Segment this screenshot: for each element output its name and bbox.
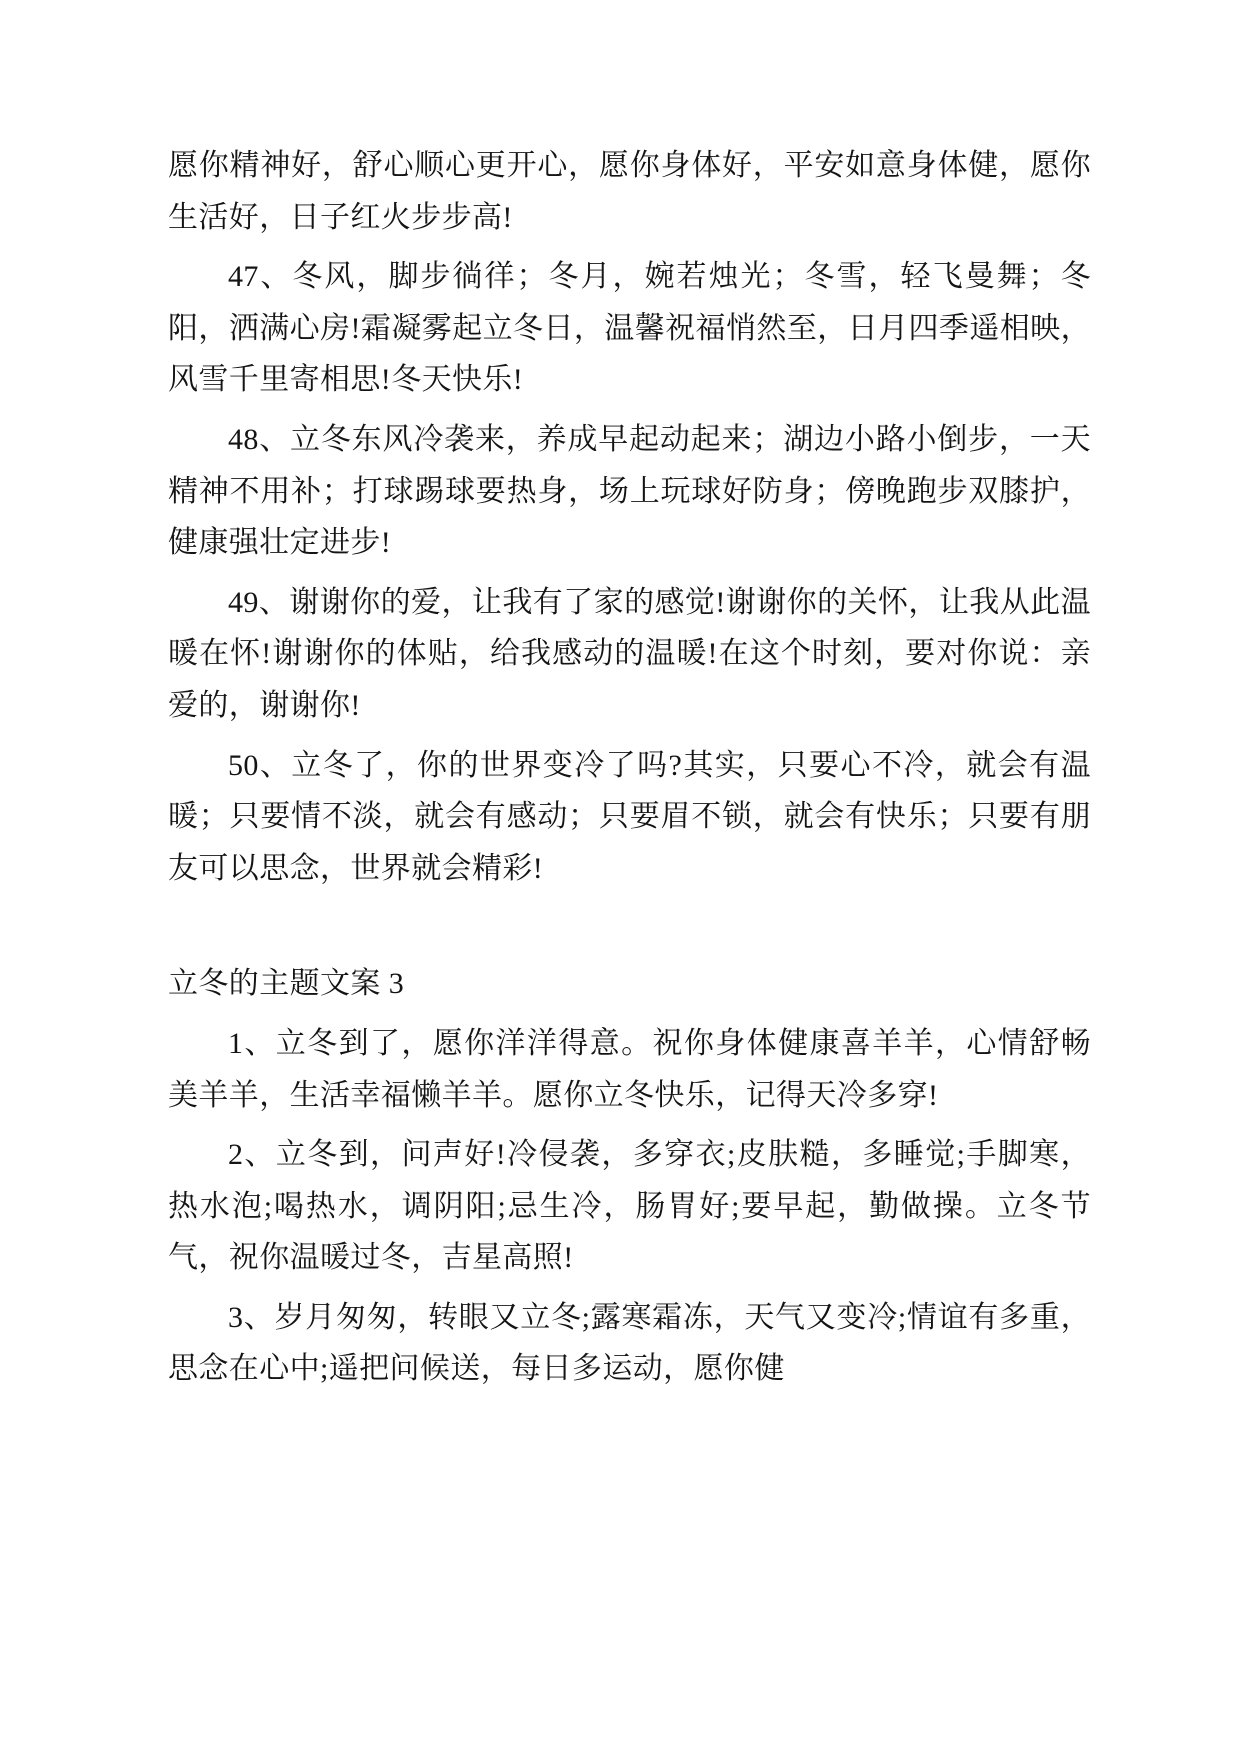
paragraph-continuation: 愿你精神好，舒心顺心更开心，愿你身体好，平安如意身体健，愿你生活好，日子红火步步高! xyxy=(168,149,1091,234)
paragraph-item-49: 49、谢谢你的爱，让我有了家的感觉!谢谢你的关怀，让我从此温暖在怀!谢谢你的体贴，给我感动的温暖!在这个时刻，要对你说：亲爱的，谢谢你! xyxy=(168,585,1091,722)
paragraph-item-48: 48、立冬东风冷袭来，养成早起动起来；湖边小路小倒步，一天精神不用补；打球踢球要热身，场上玩球好防身；傍晚跑步双膝护，健康强壮定进步! xyxy=(168,422,1091,560)
section-heading: 立冬的主题文案 3 xyxy=(168,967,405,1001)
paragraph-item-1: 1、立冬到了，愿你洋洋得意。祝你身体健康喜羊羊，心情舒畅美羊羊，生活幸福懒羊羊。愿你立冬快乐，记得天冷多穿! xyxy=(168,1026,1091,1112)
document-body xyxy=(168,140,1091,1395)
paragraph-item-50: 50、立冬了，你的世界变冷了吗?其实，只要心不冷，就会有温暖；只要情不淡，就会有感动；只要眉不锁，就会有快乐；只要有朋友可以思念，世界就会精彩! xyxy=(168,748,1091,885)
paragraph-item-3: 3、岁月匆匆，转眼又立冬;露寒霜冻，天气又变冷;情谊有多重，思念在心中;遥把问候送，每日多运动，愿你健 xyxy=(168,1300,1091,1386)
paragraph-item-47: 47、冬风，脚步徜徉；冬月，婉若烛光；冬雪，轻飞曼舞；冬阳，洒满心房!霜凝雾起立冬日，温馨祝福悄然至，日月四季遥相映，风雪千里寄相思!冬天快乐! xyxy=(168,260,1091,397)
paragraph-item-2: 2、立冬到，问声好!冷侵袭，多穿衣;皮肤糙，多睡觉;手脚寒，热水泡;喝热水，调阴阳;忌生冷，肠胃好;要早起，勤做操。立冬节气，祝你温暖过冬，吉星高照! xyxy=(168,1138,1091,1275)
section-spacer xyxy=(168,902,1091,958)
